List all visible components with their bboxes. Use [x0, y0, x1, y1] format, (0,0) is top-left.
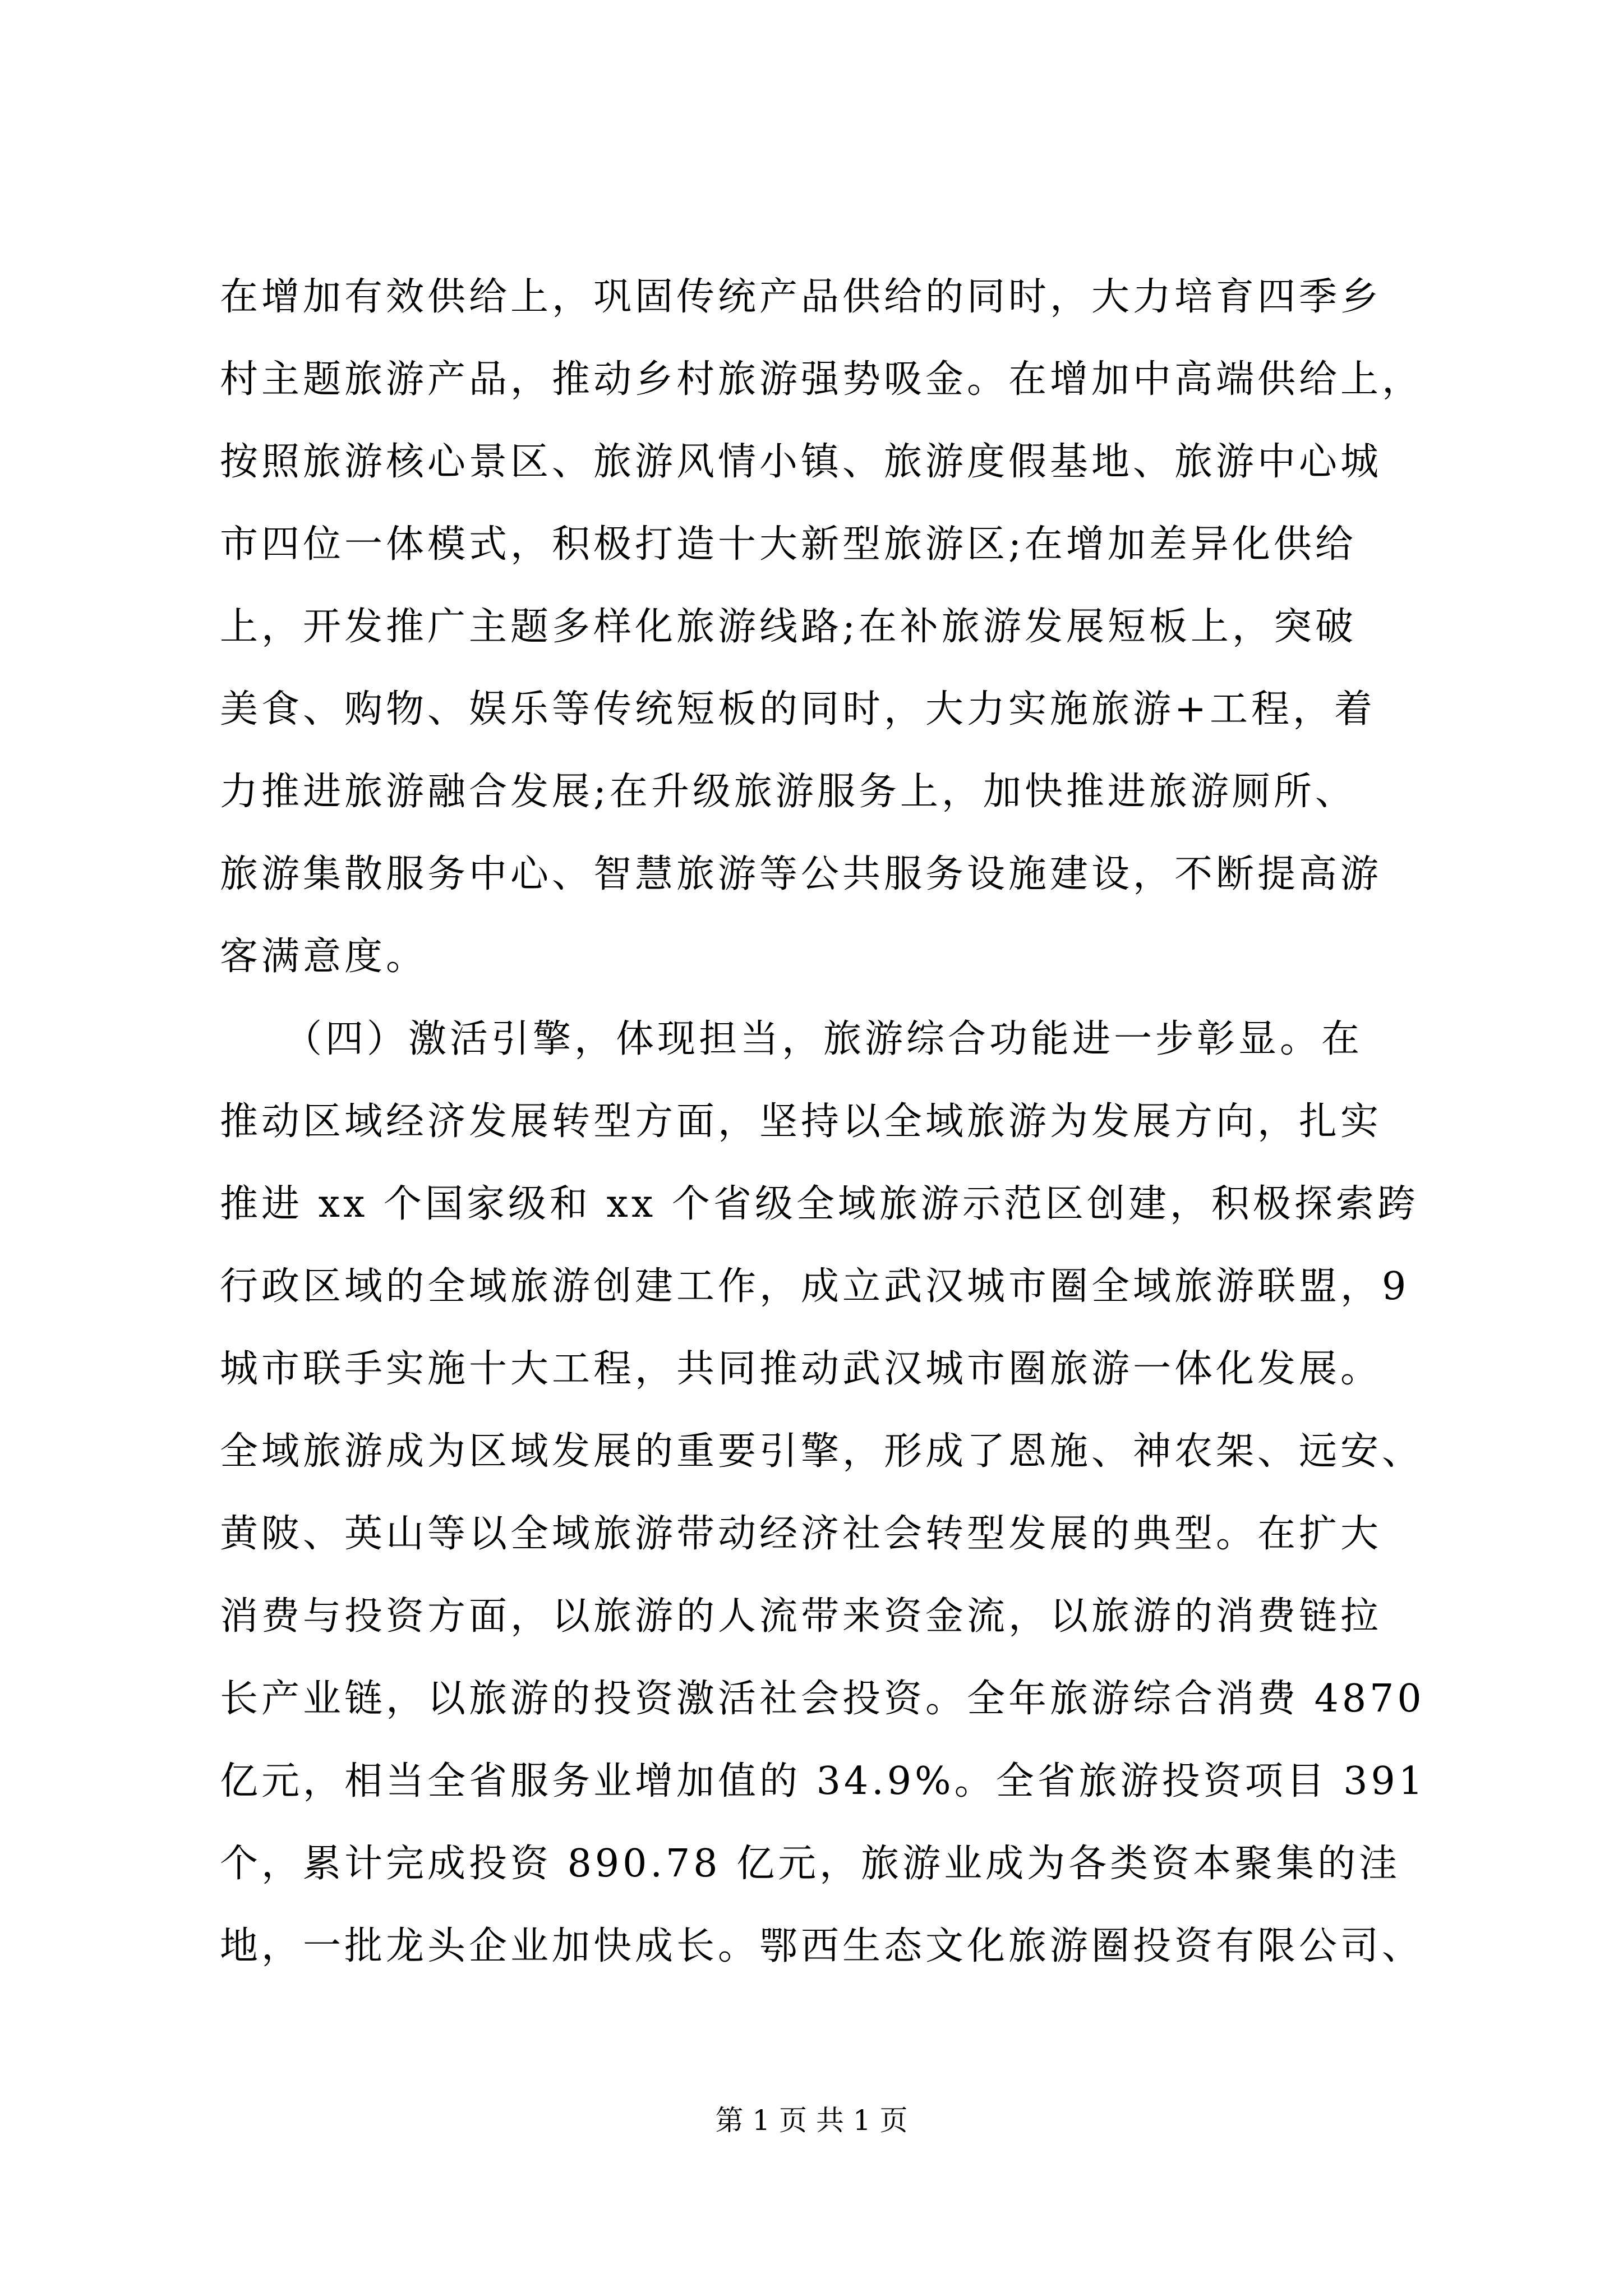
text-line: 消费与投资方面，以旅游的人流带来资金流，以旅游的消费链拉 — [220, 1594, 1382, 1639]
text-line: 客满意度。 — [220, 935, 428, 979]
text-line: 旅游集散服务中心、智慧旅游等公共服务设施建设，不断提高游 — [220, 852, 1382, 896]
text-line: 城市联手实施十大工程，共同推动武汉城市圈旅游一体化发展。 — [220, 1347, 1382, 1391]
text-line: （四）激活引擎，体现担当，旅游综合功能进一步彰显。在 — [220, 1017, 1363, 1061]
text-line: 上，开发推广主题多样化旅游线路;在补旅游发展短板上，突破 — [220, 605, 1357, 649]
text-line: 按照旅游核心景区、旅游风情小镇、旅游度假基地、旅游中心城 — [220, 440, 1382, 484]
text-line: 力推进旅游融合发展;在升级旅游服务上，加快推进旅游厕所、 — [220, 770, 1357, 814]
text-line: 市四位一体模式，积极打造十大新型旅游区;在增加差异化供给 — [220, 522, 1357, 567]
text-line: 个，累计完成投资 890.78 亿元，旅游业成为各类资本聚集的洼 — [220, 1842, 1401, 1886]
text-line: 推动区域经济发展转型方面，坚持以全域旅游为发展方向，扎实 — [220, 1099, 1382, 1144]
text-line: 亿元，相当全省服务业增加值的 34.9%。全省旅游投资项目 391 — [220, 1759, 1427, 1803]
text-line: 村主题旅游产品，推动乡村旅游强势吸金。在增加中高端供给上， — [220, 357, 1424, 402]
text-line: 地，一批龙头企业加快成长。鄂西生态文化旅游圈投资有限公司、 — [220, 1924, 1424, 1968]
text-line: 黄陂、英山等以全域旅游带动经济社会转型发展的典型。在扩大 — [220, 1512, 1382, 1556]
text-line: 推进 xx 个国家级和 xx 个省级全域旅游示范区创建，积极探索跨 — [220, 1182, 1419, 1226]
text-line: 全域旅游成为区域发展的重要引擎，形成了恩施、神农架、远安、 — [220, 1429, 1424, 1474]
body-text — [220, 256, 1454, 1987]
text-line: 在增加有效供给上，巩固传统产品供给的同时，大力培育四季乡 — [220, 275, 1382, 319]
page-footer: 第 1 页 共 1 页 — [715, 2104, 908, 2137]
text-line: 长产业链，以旅游的投资激活社会投资。全年旅游综合消费 4870 — [220, 1677, 1425, 1721]
text-line: 行政区域的全域旅游创建工作，成立武汉城市圈全域旅游联盟，9 — [220, 1264, 1410, 1309]
text-line: 美食、购物、娱乐等传统短板的同时，大力实施旅游+工程，着 — [220, 687, 1376, 731]
